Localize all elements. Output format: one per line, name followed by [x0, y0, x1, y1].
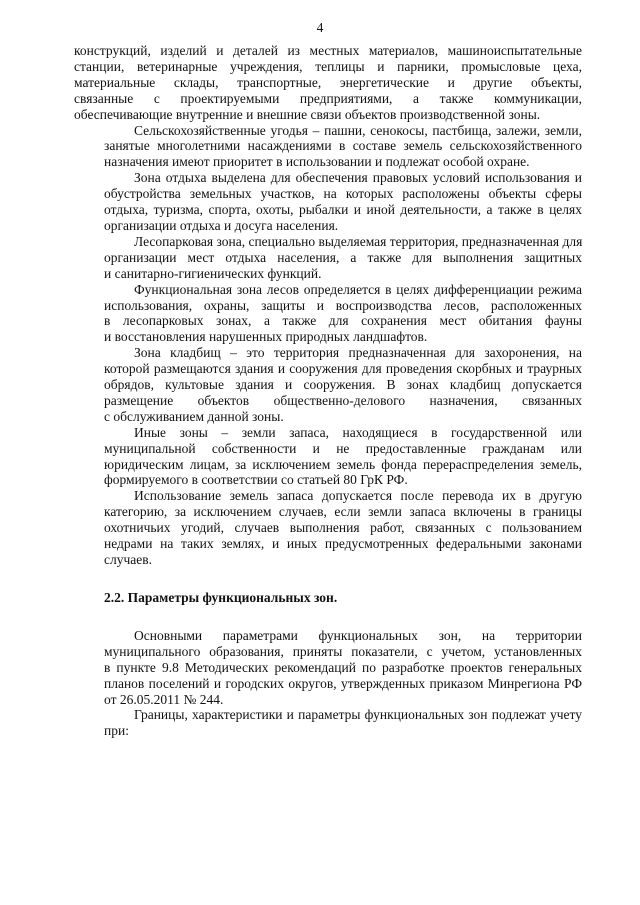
text-line: Сельскохозяйственные угодья – пашни, сенокосы, пастбища, залежи, земли,: [134, 122, 582, 138]
text-line: Использование земель запаса допускается после перевода их в другую: [134, 488, 582, 504]
text-line: формируемого в соответствии со статьей 80 ГрК РФ.: [104, 472, 408, 488]
text-line: при:: [104, 723, 129, 739]
paragraph: [74, 123, 582, 171]
text-line: обеспечивающие внутренние и внешние связи объектов производственной зоны.: [74, 106, 541, 122]
text-line: конструкций, изделий и деталей из местных материалов, машиноиспытательные: [74, 43, 582, 58]
text-line: недрами на таких землях, и иных предусмотренных федеральными законами: [104, 536, 582, 552]
paragraph: [74, 234, 582, 282]
text-line: которой размещаются здания и сооружения для проведения скорбных и траурных: [104, 361, 582, 377]
section-paragraphs: [74, 628, 582, 739]
text-line: организации мест отдыха населения, а также для выполнения защитных: [104, 249, 582, 265]
text-line: муниципальной собственности и не предоставленные гражданам или: [104, 440, 582, 456]
body-paragraphs: [74, 43, 582, 568]
text-line: в лесопарковых зонах, а также для сохранения мест обитания фауны: [104, 313, 582, 329]
paragraph: [74, 345, 582, 425]
paragraph: [74, 170, 582, 234]
text-line: Основными параметрами функциональных зон, на территории: [134, 627, 582, 643]
text-line: планов поселений и городских округов, утвержденных приказом Минрегиона РФ: [104, 675, 582, 691]
text-line: связанные с проектируемыми предприятиями, а также коммуникации,: [74, 90, 582, 106]
text-line: Лесопарковая зона, специально выделяемая территория, предназначенная для: [134, 233, 583, 249]
text-line: случаев.: [104, 552, 153, 567]
page-content: [74, 43, 582, 739]
text-line: в пункте 9.8 Методических рекомендаций по разработке проектов генеральных: [104, 659, 582, 675]
text-line: и восстановления нарушенных природных ландшафтов.: [104, 329, 428, 345]
text-line: организации отдыха и досуга населения.: [104, 217, 339, 233]
text-line: назначения имеют приоритет в использовании и подлежат особой охране.: [104, 154, 530, 170]
text-line: муниципального образования, приняты показатели, с учетом, установленных: [104, 643, 582, 659]
text-line: Границы, характеристики и параметры функциональных зон подлежат учету: [134, 707, 582, 723]
text-line: материальные склады, транспортные, энергетические и другие объекты,: [74, 74, 582, 90]
text-line: охотничьих угодий, случаев выполнения работ, связанных с пользованием: [104, 520, 582, 536]
section-heading: 2.2. Параметры функциональных зон.: [104, 589, 338, 605]
text-line: использования, охраны, защиты и воспроизводства лесов, расположенных: [104, 297, 582, 313]
text-line: размещение объектов общественно-делового назначения, связанных: [104, 392, 582, 408]
text-line: юридическим лицам, за исключением земель фонда перераспределения земель,: [104, 456, 582, 472]
paragraph: [74, 282, 582, 346]
paragraph: [74, 488, 582, 568]
paragraph: [74, 707, 582, 739]
text-line: категорию, за исключением случаев, если земли запаса включены в границы: [104, 504, 582, 520]
text-line: и санитарно-гигиенических функций.: [104, 265, 322, 281]
text-line: Функциональная зона лесов определяется в целях дифференциации режима: [134, 281, 582, 297]
text-line: занятые многолетними насаждениями в составе земель сельскохозяйственного: [104, 138, 582, 154]
text-line: отдыха, туризма, спорта, охоты, рыбалки и иной деятельности, а также в целях: [104, 202, 582, 218]
page-number: 4: [316, 20, 324, 35]
text-line: Иные зоны – земли запаса, находящиеся в государственной или: [134, 424, 582, 440]
text-line: от 26.05.2011 № 244.: [104, 691, 224, 707]
text-line: обрядов, культовые здания и сооружения. В зонах кладбищ допускается: [104, 377, 582, 393]
text-line: Зона кладбищ – это территория предназначенная для захоронения, на: [134, 345, 582, 361]
text-line: обустройства земельных участков, на которых расположены объекты сферы: [104, 186, 582, 202]
paragraph: [74, 43, 582, 123]
paragraph: [74, 425, 582, 489]
heading-spacer: [74, 606, 582, 628]
paragraph: [74, 628, 582, 708]
text-line: станции, ветеринарные учреждения, теплицы и парники, промысловые цеха,: [74, 58, 582, 74]
text-line: Зона отдыха выделена для обеспечения правовых условий использования и: [134, 170, 582, 186]
text-line: с обслуживанием данной зоны.: [104, 408, 284, 424]
